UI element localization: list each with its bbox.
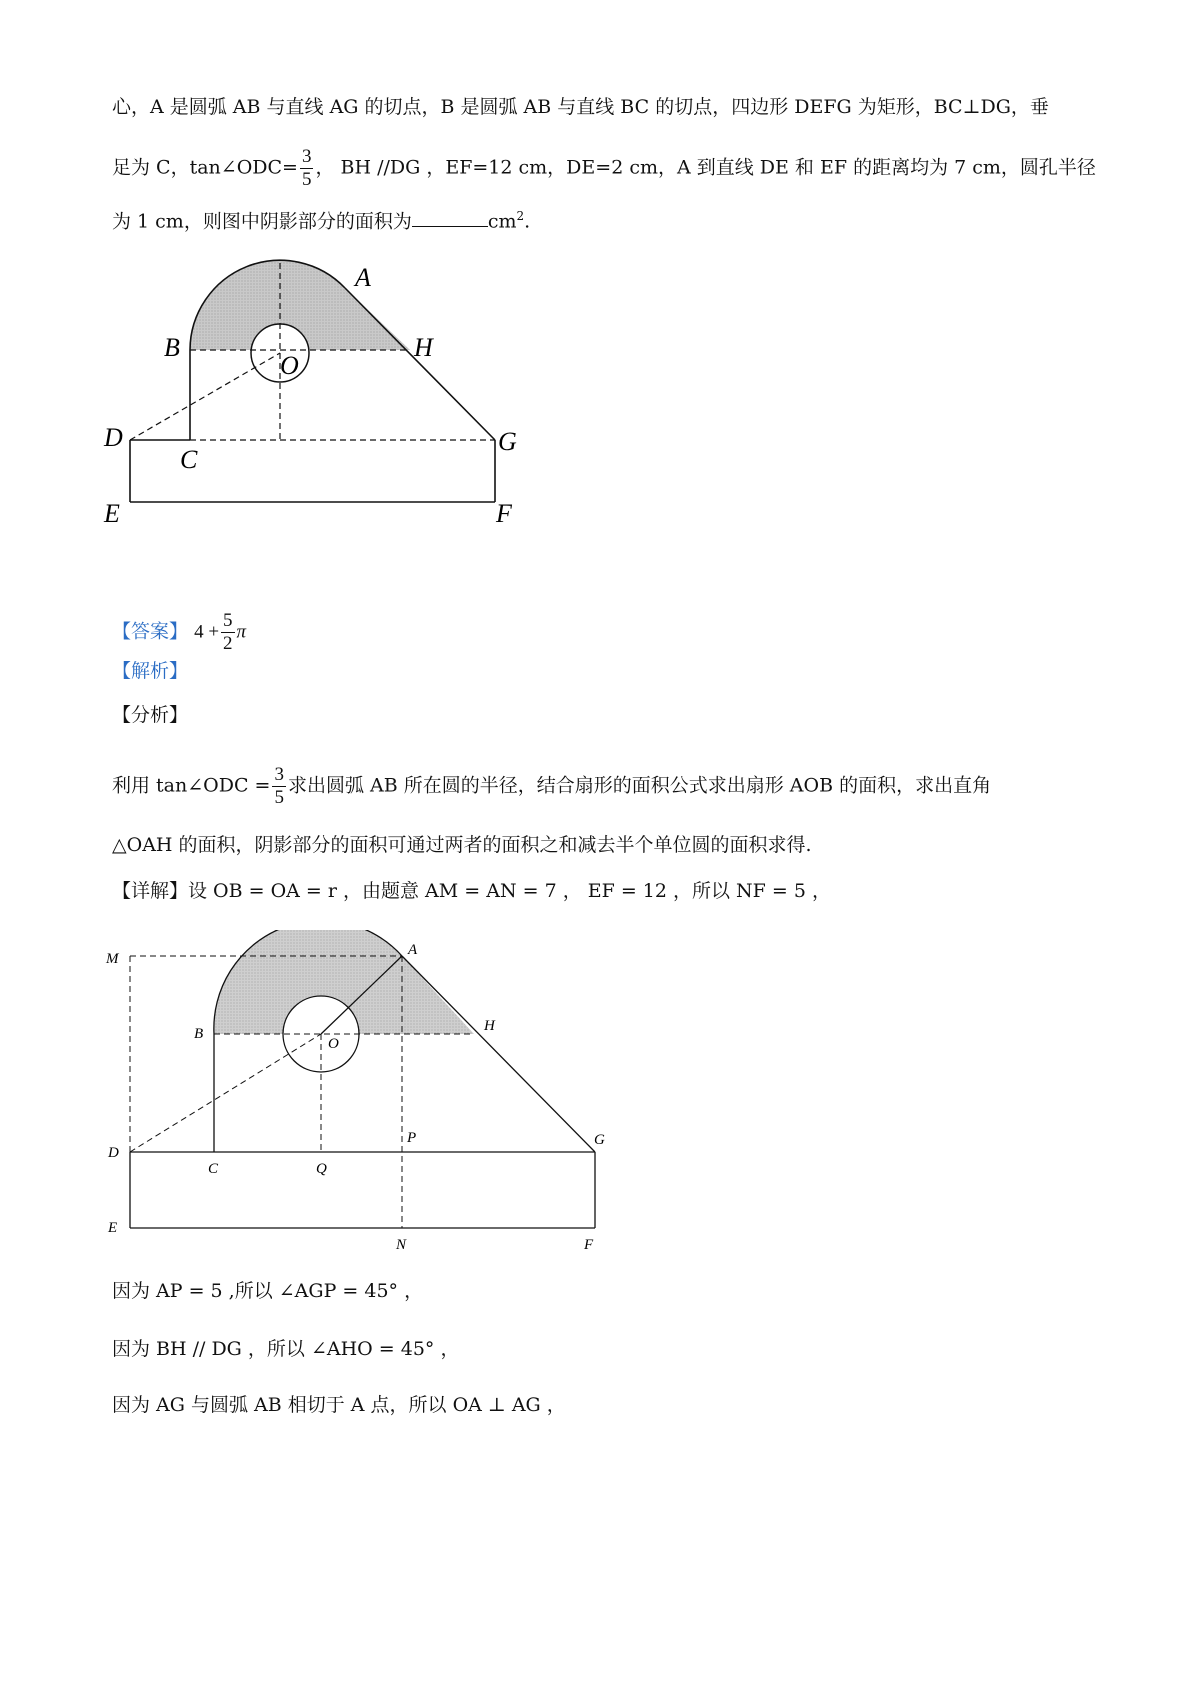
label-H: H	[414, 333, 433, 362]
fenxi-tag: 【分析】	[112, 704, 189, 726]
analysis-tag: 【解析】	[112, 660, 189, 682]
figure-1	[100, 250, 580, 550]
problem-unit-sup: 2	[516, 209, 525, 223]
answer-frac-num: 5	[223, 610, 233, 631]
label-F: F	[496, 499, 512, 528]
problem-line-3	[112, 210, 530, 231]
answer-blank	[412, 225, 488, 227]
dashed-DO-2	[130, 1034, 321, 1152]
label-D: D	[104, 423, 123, 452]
label2-G: G	[594, 1132, 605, 1148]
label-A: A	[355, 263, 371, 292]
detail-line	[112, 882, 831, 901]
step-1: 因为 AP = 5 ,所以 ∠AGP = 45° ，	[112, 1280, 424, 1302]
label2-B: B	[194, 1026, 204, 1042]
figure-2	[98, 930, 618, 1260]
fenxi-fraction	[272, 764, 286, 809]
label2-E: E	[108, 1220, 118, 1236]
fenxi-prefix: 利用 tan∠ODC =	[112, 774, 271, 797]
fenxi-frac-num: 3	[274, 764, 284, 785]
label-O: O	[280, 351, 299, 380]
fenxi-suffix: 求出圆弧 AB 所在圆的半径，结合扇形的面积公式求出扇形 AOB 的面积，求出直角	[287, 774, 992, 797]
fenxi-frac-den: 5	[274, 786, 284, 808]
answer-line	[112, 610, 246, 655]
label-B: B	[164, 333, 180, 362]
problem-line-1: 心，A 是圆弧 AB 与直线 AG 的切点，B 是圆弧 AB 与直线 BC 的切点，四边形 DEFG 为矩形，BC⊥DG，垂	[112, 96, 1049, 118]
problem-line-2-prefix: 足为 C，tan∠ODC=	[112, 156, 298, 179]
label2-A: A	[408, 942, 418, 958]
label2-P: P	[407, 1130, 417, 1146]
fenxi-line-2: △OAH 的面积，阴影部分的面积可通过两者的面积之和减去半个单位圆的面积求得.	[112, 834, 812, 856]
label2-D: D	[108, 1145, 119, 1161]
label2-H: H	[484, 1018, 495, 1034]
problem-line-2-suffix: ， BH //DG ，EF=12 cm，DE=2 cm，A 到直线 DE 和 EF 的距离均为 7 cm，圆孔半径	[315, 156, 1096, 179]
detail-tag: 【详解】	[112, 880, 189, 902]
line-AG	[345, 288, 495, 440]
fenxi-line-1	[112, 764, 991, 809]
answer-tag: 【答案】	[112, 620, 189, 643]
label-E: E	[104, 499, 120, 528]
label2-O: O	[328, 1036, 339, 1052]
problem-unit: cm	[487, 210, 517, 233]
line-AG-2	[402, 956, 595, 1152]
label-G: G	[498, 427, 517, 456]
answer-prefix: 4 +	[194, 621, 220, 643]
answer-fraction	[221, 610, 235, 655]
answer-pi: π	[236, 621, 247, 643]
label2-M: M	[106, 951, 119, 967]
tan-fraction-num: 3	[301, 146, 312, 167]
problem-line-3-end: .	[524, 210, 531, 233]
step-3: 因为 AG 与圆弧 AB 相切于 A 点，所以 OA ⊥ AG ，	[112, 1394, 566, 1416]
tan-fraction	[300, 146, 314, 191]
problem-line-3-prefix: 为 1 cm，则图中阴影部分的面积为	[112, 210, 412, 233]
problem-line-2	[112, 146, 1096, 191]
answer-frac-den: 2	[223, 632, 233, 654]
label2-F: F	[584, 1237, 594, 1253]
label2-N: N	[396, 1237, 407, 1253]
detail-text: 设 OB = OA = r ，由题意 AM = AN = 7 ， EF = 12 ，所以 NF = 5 ，	[188, 880, 831, 902]
step-2: 因为 BH // DG ，所以 ∠AHO = 45° ，	[112, 1338, 460, 1360]
label2-Q: Q	[316, 1161, 327, 1177]
label2-C: C	[208, 1161, 219, 1177]
label-C: C	[180, 445, 198, 474]
tan-fraction-den: 5	[301, 168, 312, 190]
